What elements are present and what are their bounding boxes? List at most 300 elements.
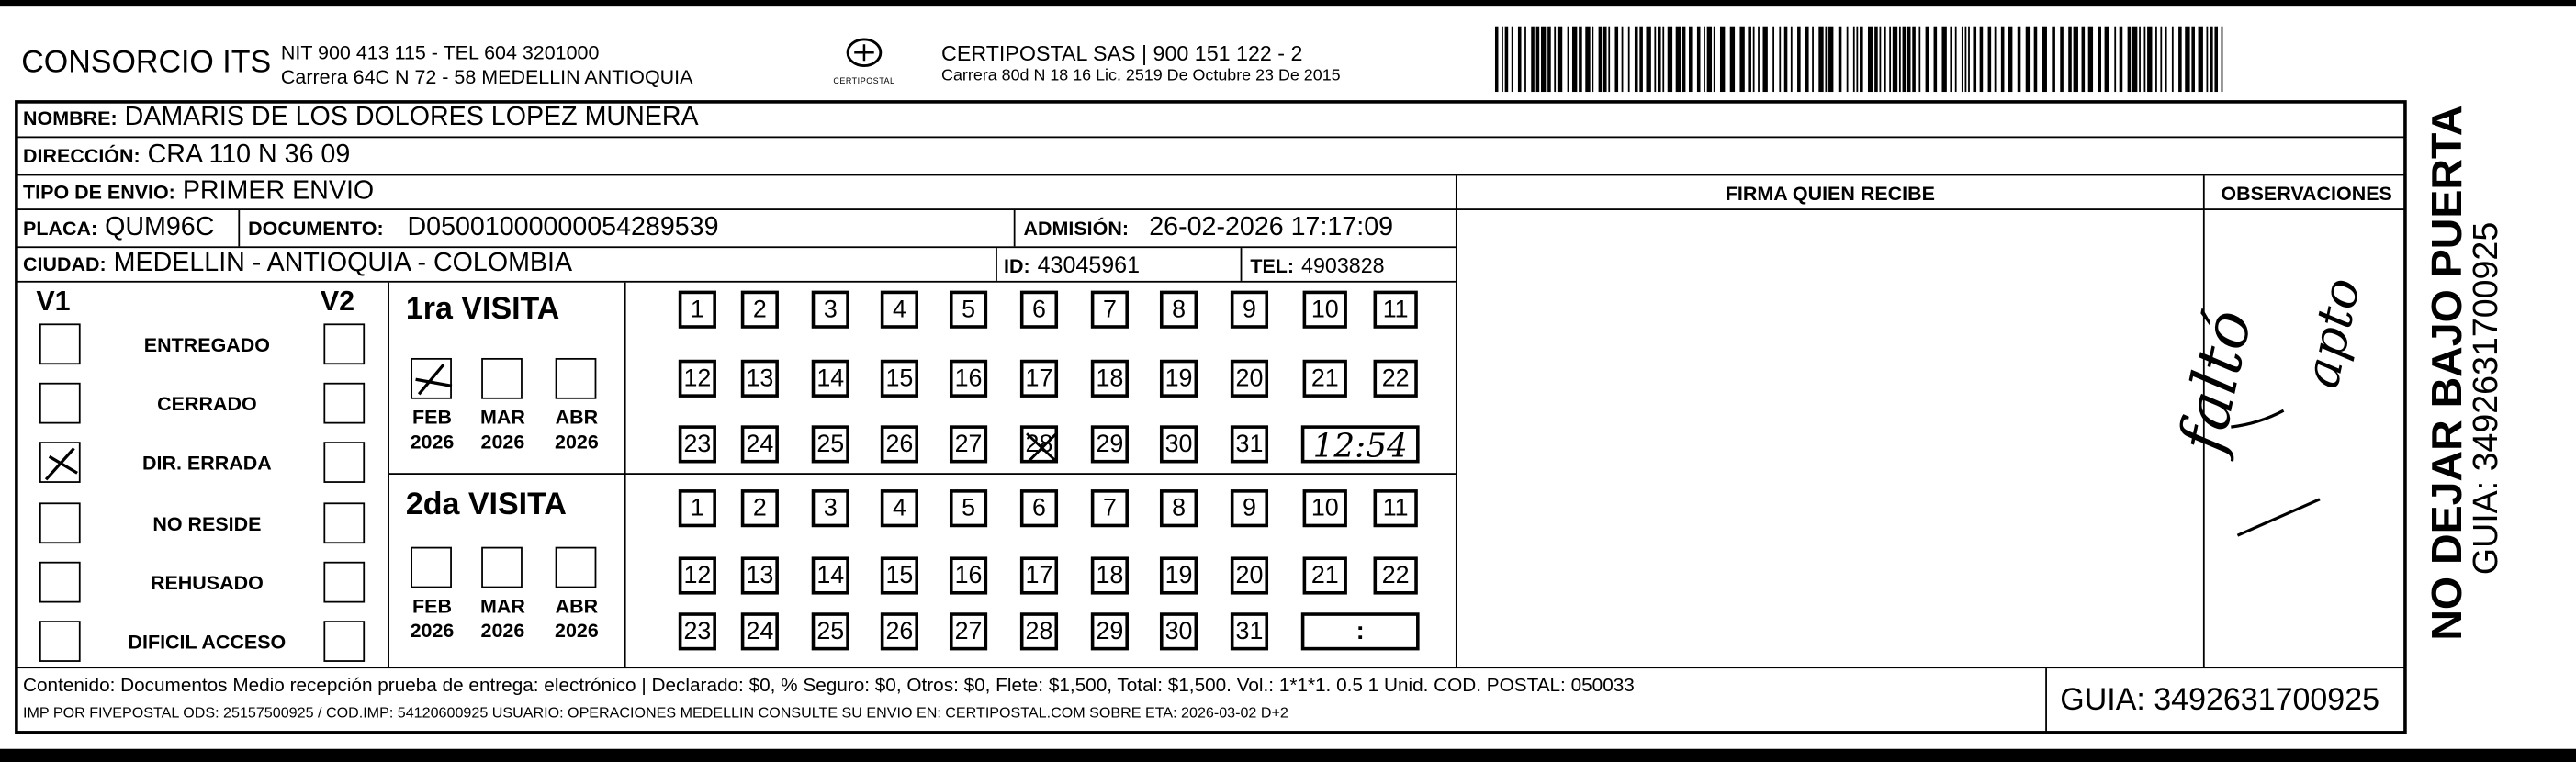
day-box[interactable] (1160, 612, 1198, 650)
barcode-bar (1614, 27, 1618, 93)
day-number: 23 (683, 430, 712, 459)
day-number: 25 (816, 617, 845, 646)
status-label: NO RESIDE (152, 512, 262, 536)
month-year: 2026 (410, 430, 455, 454)
day-number: 2 (752, 494, 767, 522)
day-box[interactable] (812, 489, 849, 527)
month-label (471, 595, 534, 644)
barcode-bar (1547, 27, 1551, 93)
month-label (400, 406, 463, 455)
barcode-bar (2178, 27, 2182, 93)
day-box[interactable] (1020, 489, 1058, 527)
barcode-bar (2034, 27, 2038, 93)
barcode-bar (2128, 27, 2132, 93)
barcode-bar (1955, 27, 1957, 93)
v1-checkbox[interactable] (39, 442, 81, 483)
handwritten-observation-1: faltó (2165, 303, 2267, 459)
day-number: 30 (1164, 430, 1193, 459)
barcode-bar (2120, 27, 2123, 93)
month-name: FEB (412, 405, 452, 429)
barcode-bar (2082, 27, 2086, 93)
month-label (546, 406, 608, 455)
status-label: REHUSADO (150, 571, 264, 595)
barcode-bar (1658, 27, 1661, 93)
barcode-bar (2147, 27, 2152, 93)
day-number: 14 (816, 364, 845, 393)
barcode-bar (1941, 27, 1946, 93)
day-box[interactable] (1374, 291, 1418, 329)
day-box[interactable] (812, 425, 849, 463)
barcode-bar (1868, 27, 1873, 93)
barcode-bar (2185, 27, 2189, 93)
barcode-bar (1662, 27, 1664, 93)
barcode-bar (2042, 27, 2047, 93)
footer-imp: IMP POR FIVEPOSTAL ODS: 25157500925 / COD.IMP: 54120600925 USUARIO: OPERACIONES MEDELLIN CONSULTE SU ENVIO EN: CERTIPOSTAL.COM SOBRE ETA: 2026-03-02 D+2 (23, 704, 1288, 722)
tel-value: 4903828 (1301, 252, 1385, 278)
firma-header: FIRMA QUIEN RECIBE (1725, 182, 1935, 206)
barcode-bar (1791, 27, 1793, 93)
placa-row (23, 214, 214, 243)
day-number: 30 (1164, 617, 1193, 646)
day-box[interactable] (1020, 556, 1058, 594)
placa-value: QUM96C (105, 213, 215, 241)
day-number: 11 (1382, 296, 1409, 324)
barcode-bar (1495, 27, 1499, 93)
company-address: Carrera 64C N 72 - 58 MEDELLIN ANTIOQUIA (280, 65, 693, 89)
month-name: ABR (555, 594, 599, 618)
nit-line: NIT 900 413 115 - TEL 604 3201000 (280, 40, 600, 64)
barcode-bar (1962, 27, 1963, 93)
day-number: 17 (1025, 561, 1053, 590)
time-value: 12:54 (1312, 424, 1408, 465)
direccion-value: CRA 110 N 36 09 (147, 140, 351, 170)
day-box[interactable] (1091, 489, 1129, 527)
certipostal-logo-icon (844, 36, 883, 69)
time-box[interactable] (1301, 425, 1420, 463)
barcode-bar (1568, 27, 1569, 93)
day-number: 4 (892, 494, 906, 522)
barcode-bar (1608, 27, 1610, 93)
day-number: 17 (1025, 364, 1053, 393)
barcode-bar (2206, 27, 2208, 93)
day-number: 18 (1096, 561, 1124, 590)
v1-checkbox[interactable] (39, 621, 81, 662)
barcode-bar (1697, 27, 1701, 93)
side-warning: NO DEJAR BAJO PUERTA (2421, 105, 2471, 641)
ciudad-row (23, 250, 572, 279)
barcode-bar (1541, 27, 1546, 93)
day-number: 26 (885, 617, 914, 646)
barcode-bar (1585, 27, 1590, 93)
day-box[interactable] (679, 489, 716, 527)
day-number: 15 (885, 561, 914, 590)
day-number: 24 (746, 617, 774, 646)
day-box[interactable] (1231, 556, 1268, 594)
tipo-value: PRIMER ENVIO (182, 177, 375, 206)
barcode-bar (1805, 27, 1809, 93)
day-box[interactable] (1020, 425, 1058, 463)
barcode-bar (2068, 27, 2072, 93)
day-box[interactable] (881, 612, 918, 650)
day-number: 27 (954, 430, 983, 459)
barcode-bar (1934, 27, 1938, 93)
month-year: 2026 (480, 619, 525, 643)
day-box[interactable] (1160, 291, 1198, 329)
day-number: 2 (752, 296, 767, 324)
barcode-bar (1980, 27, 1984, 93)
day-box[interactable] (1020, 360, 1058, 398)
day-number: 24 (746, 430, 774, 459)
barcode-bar (1558, 27, 1562, 93)
day-number: 6 (1032, 494, 1046, 522)
day-box[interactable] (881, 489, 918, 527)
day-box[interactable] (950, 425, 987, 463)
day-number: 19 (1164, 364, 1193, 393)
tel-label: TEL: (1250, 254, 1295, 278)
day-box[interactable] (741, 425, 779, 463)
month-checkbox[interactable] (556, 358, 597, 399)
day-box[interactable] (679, 360, 716, 398)
day-box[interactable] (1091, 425, 1129, 463)
nombre-value: DAMARIS DE LOS DOLORES LOPEZ MUNERA (124, 103, 699, 132)
barcode-bar (1762, 27, 1767, 93)
barcode-bar (2132, 27, 2137, 93)
v1-label: V1 (36, 286, 71, 318)
month-year: 2026 (555, 430, 599, 454)
v2-checkbox[interactable] (323, 383, 365, 424)
day-box[interactable] (679, 556, 716, 594)
day-box[interactable] (1374, 556, 1418, 594)
day-box[interactable] (1160, 360, 1198, 398)
day-box[interactable] (1374, 360, 1418, 398)
day-box[interactable] (679, 425, 716, 463)
day-box[interactable] (950, 489, 987, 527)
v1-checkbox[interactable] (39, 323, 81, 364)
day-number: 9 (1242, 494, 1256, 522)
day-box[interactable] (1303, 291, 1347, 329)
month-name: MAR (479, 594, 525, 618)
visit2-title: 2da VISITA (405, 487, 567, 522)
barcode-bar (1579, 27, 1582, 93)
day-number: 28 (1025, 617, 1053, 646)
status-label: DIFICIL ACCESO (128, 630, 287, 654)
month-label (400, 595, 463, 644)
day-box[interactable] (1303, 360, 1347, 398)
visit1-title: 1ra VISITA (405, 292, 560, 327)
barcode-bar (1505, 27, 1509, 93)
day-box[interactable] (1303, 489, 1347, 527)
barcode-bar (1592, 27, 1593, 93)
day-number: 5 (962, 296, 976, 324)
barcode-bar (1676, 27, 1681, 93)
barcode-bar (2222, 27, 2223, 93)
barcode-bar (1860, 27, 1863, 93)
barcode-bar (2139, 27, 2141, 93)
day-box[interactable] (881, 556, 918, 594)
barcode-bar (1536, 27, 1540, 93)
v2-checkbox[interactable] (323, 562, 365, 603)
barcode-bar (1720, 27, 1725, 93)
admision-label: ADMISIÓN: (1023, 217, 1129, 241)
barcode-bar (1784, 27, 1788, 93)
day-number: 20 (1235, 364, 1264, 393)
barcode-bar (1502, 27, 1503, 93)
day-box[interactable] (1160, 425, 1198, 463)
barcode-bar (1628, 27, 1630, 93)
barcode-bar (2008, 27, 2012, 93)
barcode-bar (1682, 27, 1686, 93)
day-number: 29 (1096, 430, 1124, 459)
barcode-bar (1884, 27, 1886, 93)
barcode-bar (2160, 27, 2162, 93)
admision-row (1023, 214, 1393, 243)
barcode-bar (1812, 27, 1814, 93)
check-mark-icon (1023, 429, 1061, 466)
barcode-bar (1603, 27, 1607, 93)
status-label: DIR. ERRADA (142, 451, 272, 475)
barcode-bar (1512, 27, 1513, 93)
status-label: CERRADO (157, 392, 257, 416)
time-box[interactable] (1301, 612, 1420, 650)
day-number: 7 (1102, 296, 1117, 324)
day-number: 21 (1310, 364, 1339, 393)
month-checkbox[interactable] (556, 547, 597, 588)
day-box[interactable] (679, 291, 716, 329)
v2-checkbox[interactable] (323, 621, 365, 662)
tel-row (1250, 252, 1384, 281)
day-number: 15 (885, 364, 914, 393)
day-number: 1 (690, 296, 704, 324)
barcode-bar (1893, 27, 1897, 93)
certipostal-logo-text: CERTIPOSTAL (833, 77, 895, 87)
day-number: 21 (1310, 561, 1339, 590)
barcode-bar (1531, 27, 1535, 93)
barcode-bar (2018, 27, 2021, 93)
day-box[interactable] (679, 612, 716, 650)
day-box[interactable] (741, 489, 779, 527)
barcode-bar (1965, 27, 1967, 93)
day-box[interactable] (950, 360, 987, 398)
day-box[interactable] (1231, 425, 1268, 463)
barcode-bar (1739, 27, 1744, 93)
day-number: 29 (1096, 617, 1124, 646)
barcode-bar (1988, 27, 1992, 93)
footer-guia: GUIA: 3492631700925 (2060, 683, 2380, 718)
day-number: 13 (746, 561, 774, 590)
day-number: 25 (816, 430, 845, 459)
barcode (1495, 27, 2228, 93)
barcode-bar (1758, 27, 1760, 93)
day-box[interactable] (1231, 360, 1268, 398)
side-guia: GUIA: 3492631700925 (2467, 221, 2506, 576)
barcode-bar (1899, 27, 1901, 93)
month-checkbox[interactable] (481, 358, 523, 399)
barcode-bar (2199, 27, 2203, 93)
observaciones-header: OBSERVACIONES (2221, 182, 2392, 206)
barcode-bar (1753, 27, 1755, 93)
barcode-bar (2144, 27, 2146, 93)
barcode-bar (1950, 27, 1952, 93)
day-box[interactable] (812, 612, 849, 650)
day-box[interactable] (1231, 489, 1268, 527)
day-box[interactable] (741, 612, 779, 650)
day-number: 4 (892, 296, 906, 324)
v2-checkbox[interactable] (323, 502, 365, 543)
barcode-bar (1518, 27, 1522, 93)
month-checkbox[interactable] (481, 547, 523, 588)
day-box[interactable] (1231, 291, 1268, 329)
check-mark-icon (412, 360, 454, 401)
day-number: 8 (1172, 296, 1186, 324)
v2-label: V2 (320, 286, 355, 318)
day-number: 28 (1025, 430, 1053, 459)
day-number: 12 (683, 364, 712, 393)
barcode-bar (1825, 27, 1827, 93)
barcode-bar (1797, 27, 1801, 93)
day-box[interactable] (1091, 612, 1129, 650)
barcode-bar (2105, 27, 2109, 93)
day-box[interactable] (741, 556, 779, 594)
barcode-bar (2088, 27, 2093, 93)
day-number: 12 (683, 561, 712, 590)
nombre-row (23, 104, 699, 133)
barcode-bar (1704, 27, 1705, 93)
barcode-bar (1668, 27, 1672, 93)
day-box[interactable] (1160, 556, 1198, 594)
day-number: 10 (1310, 296, 1339, 324)
day-box[interactable] (1091, 556, 1129, 594)
barcode-bar (2098, 27, 2101, 93)
day-box[interactable] (1091, 291, 1129, 329)
day-number: 11 (1382, 494, 1409, 522)
day-box[interactable] (1020, 291, 1058, 329)
day-number: 3 (823, 296, 838, 324)
month-year: 2026 (410, 619, 455, 643)
barcode-bar (1772, 27, 1774, 93)
day-number: 22 (1381, 561, 1410, 590)
barcode-bar (1572, 27, 1577, 93)
day-box[interactable] (1091, 360, 1129, 398)
barcode-bar (2191, 27, 2195, 93)
day-box[interactable] (881, 425, 918, 463)
barcode-bar (2172, 27, 2174, 93)
month-checkbox[interactable] (411, 547, 452, 588)
placa-label: PLACA: (23, 217, 98, 241)
direccion-row (23, 141, 350, 171)
day-number: 1 (690, 494, 704, 522)
barcode-bar (2001, 27, 2005, 93)
barcode-bar (1903, 27, 1907, 93)
month-name: FEB (412, 594, 452, 618)
day-box[interactable] (881, 360, 918, 398)
v2-checkbox[interactable] (323, 323, 365, 364)
barcode-bar (2026, 27, 2030, 93)
barcode-bar (2052, 27, 2055, 93)
barcode-bar (1818, 27, 1823, 93)
day-box[interactable] (1231, 612, 1268, 650)
barcode-bar (1689, 27, 1693, 93)
barcode-bar (1654, 27, 1656, 93)
day-box[interactable] (1020, 612, 1058, 650)
id-label: ID: (1004, 254, 1030, 278)
v1-checkbox[interactable] (39, 383, 81, 424)
v2-checkbox[interactable] (323, 442, 365, 483)
status-label: ENTREGADO (143, 333, 270, 357)
v1-checkbox[interactable] (39, 562, 81, 603)
barcode-bar (1839, 27, 1842, 93)
day-number: 27 (954, 617, 983, 646)
top-border (0, 0, 2576, 6)
barcode-bar (1646, 27, 1650, 93)
barcode-bar (1847, 27, 1849, 93)
day-box[interactable] (1160, 489, 1198, 527)
day-number: 8 (1172, 494, 1186, 522)
day-box[interactable] (1303, 556, 1347, 594)
day-number: 14 (816, 561, 845, 590)
month-year: 2026 (480, 430, 525, 454)
day-number: 13 (746, 364, 774, 393)
day-number: 19 (1164, 561, 1193, 590)
barcode-bar (1907, 27, 1911, 93)
day-number: 31 (1235, 617, 1264, 646)
day-box[interactable] (741, 291, 779, 329)
day-number: 26 (885, 430, 914, 459)
day-box[interactable] (741, 360, 779, 398)
carrier-address: Carrera 80d N 18 16 Lic. 2519 De Octubre 23 De 2015 (941, 67, 1341, 86)
v1-checkbox[interactable] (39, 502, 81, 543)
barcode-bar (1524, 27, 1526, 93)
day-box[interactable] (1374, 489, 1418, 527)
barcode-bar (1714, 27, 1715, 93)
day-box[interactable] (812, 360, 849, 398)
documento-value: D05001000000054289539 (407, 213, 719, 241)
handwritten-observation-2: apto (2293, 273, 2373, 394)
month-year: 2026 (555, 619, 599, 643)
day-box[interactable] (950, 556, 987, 594)
barcode-bar (1554, 27, 1556, 93)
id-row (1004, 252, 1140, 281)
barcode-bar (1918, 27, 1920, 93)
day-number: 16 (954, 561, 983, 590)
day-number: 20 (1235, 561, 1264, 590)
day-box[interactable] (812, 556, 849, 594)
barcode-bar (1926, 27, 1929, 93)
month-name: ABR (555, 405, 599, 429)
day-number: 16 (954, 364, 983, 393)
barcode-bar (2210, 27, 2213, 93)
bottom-border (0, 749, 2576, 762)
day-number: 10 (1310, 494, 1339, 522)
tipo-label: TIPO DE ENVIO: (23, 180, 175, 204)
barcode-bar (1828, 27, 1833, 93)
month-name: MAR (479, 405, 525, 429)
month-checkbox[interactable] (411, 358, 452, 399)
day-box[interactable] (812, 291, 849, 329)
barcode-bar (1856, 27, 1858, 93)
barcode-bar (1889, 27, 1891, 93)
day-box[interactable] (950, 291, 987, 329)
day-box[interactable] (881, 291, 918, 329)
barcode-bar (1599, 27, 1603, 93)
day-number: 23 (683, 617, 712, 646)
barcode-bar (2114, 27, 2116, 93)
barcode-bar (1912, 27, 1916, 93)
barcode-bar (2155, 27, 2157, 93)
ciudad-label: CIUDAD: (23, 252, 107, 276)
barcode-bar (2214, 27, 2218, 93)
day-box[interactable] (950, 612, 987, 650)
ciudad-value: MEDELLIN - ANTIOQUIA - COLOMBIA (113, 249, 573, 278)
